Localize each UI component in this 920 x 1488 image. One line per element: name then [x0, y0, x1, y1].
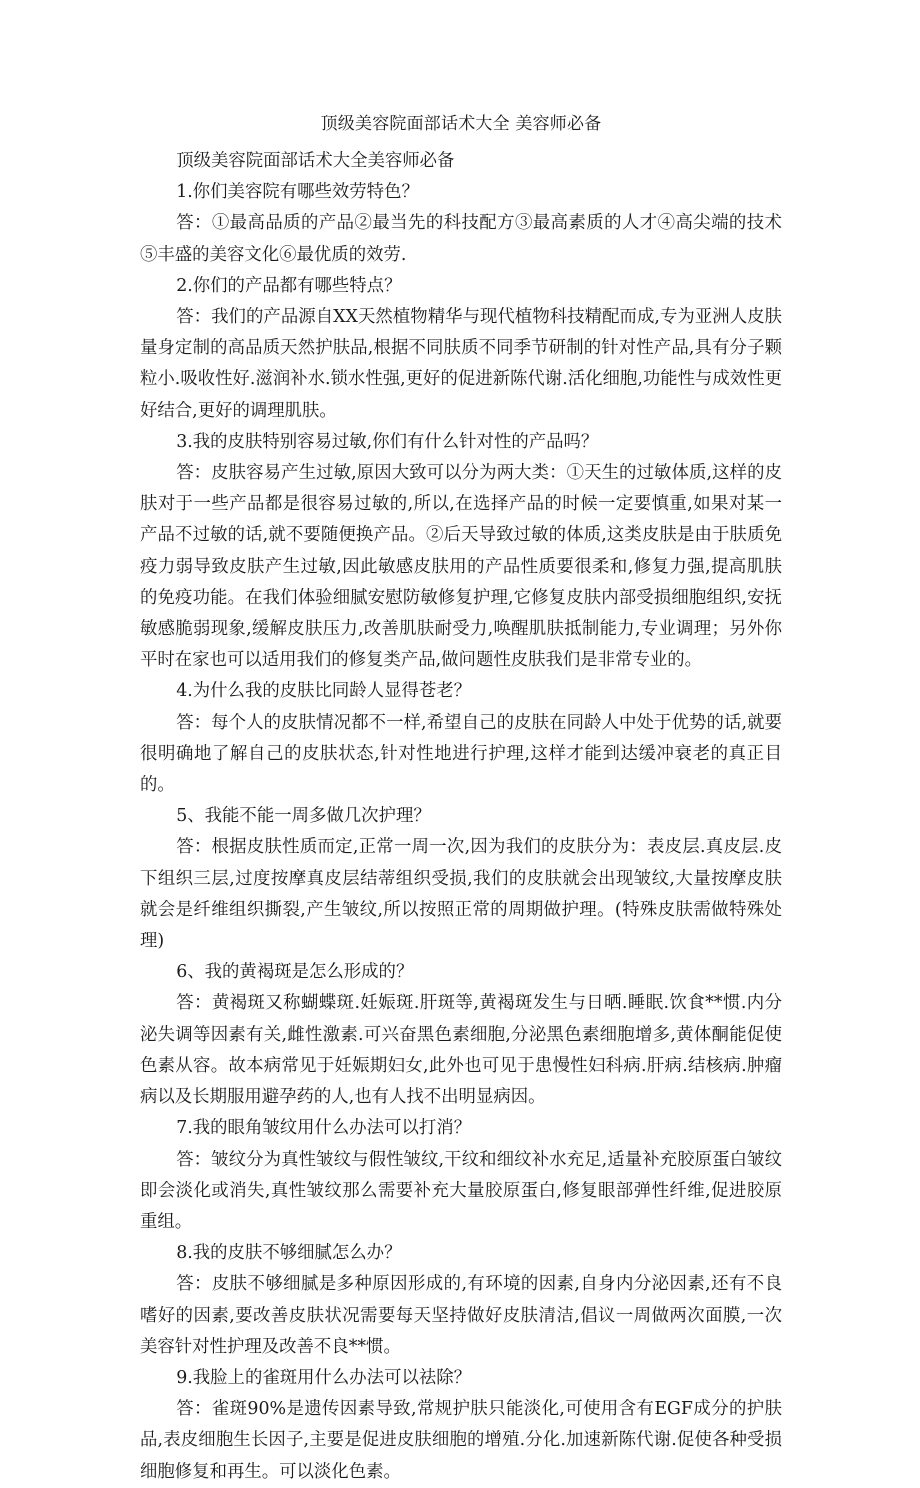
question-8: 8.我的皮肤不够细腻怎么办？ — [176, 1243, 402, 1264]
answer-5: 答：根据皮肤性质而定,正常一周一次,因为我们的皮肤分为：表皮层.真皮层.皮下组织三层,过度按摩真皮层结蒂组织受损,我们的皮肤就会出现皱纹,大量按摩皮肤就会是纤维组织撕裂,产生皱纹,所以按照正常的周期做护理。(特殊皮肤需做特殊处理) — [140, 837, 782, 952]
question-1: 1.你们美容院有哪些效劳特色？ — [176, 182, 419, 203]
question-4: 4.为什么我的皮肤比同龄人显得苍老？ — [176, 681, 472, 702]
document-subtitle: 顶级美容院面部话术大全美容师必备 — [176, 151, 455, 171]
answer-4: 答：每个人的皮肤情况都不一样,希望自己的皮肤在同龄人中处于优势的话,就要很明确地了解自己的皮肤状态,针对性地进行护理,这样才能到达缓冲衰老的真正目的。 — [140, 712, 782, 796]
question-5: 5、我能不能一周多做几次护理？ — [176, 806, 431, 827]
question-7: 7.我的眼角皱纹用什么办法可以打消？ — [176, 1118, 472, 1139]
question-2: 2.你们的产品都有哪些特点？ — [176, 275, 402, 296]
question-3: 3.我的皮肤特别容易过敏,你们有什么针对性的产品吗？ — [176, 431, 599, 452]
answer-2: 答：我们的产品源自XX天然植物精华与现代植物科技精配而成,专为亚洲人皮肤量身定制的高品质天然护肤品,根据不同肤质不同季节研制的针对性产品,具有分子颗粒小.吸收性好.滋润补水.锁水性强,更好的促进新陈代谢.活化细胞,功能性与成效性更好结合,更好的调理肌肤。 — [140, 307, 782, 421]
answer-7: 答：皱纹分为真性皱纹与假性皱纹,干纹和细纹补水充足,适量补充胶原蛋白皱纹即会淡化或消失,真性皱纹那么需要补充大量胶原蛋白,修复眼部弹性纤维,促进胶原重组。 — [140, 1149, 782, 1232]
answer-9: 答：雀斑90%是遗传因素导致,常规护肤只能淡化,可使用含有EGF成分的护肤品,表皮细胞生长因子,主要是促进皮肤细胞的增殖.分化.加速新陈代谢.促使各种受损细胞修复和再生。可以淡化色素。 — [140, 1399, 782, 1482]
answer-3: 答：皮肤容易产生过敏,原因大致可以分为两大类：①天生的过敏体质,这样的皮肤对于一些产品都是很容易过敏的,所以,在选择产品的时候一定要慎重,如果对某一产品不过敏的话,就不要随便换产品。②后天导致过敏的体质,这类皮肤是由于肤质免疫力弱导致皮肤产生过敏,因此敏感皮肤用的产品性质要很柔和,修复力强,提高肌肤的免疫功能。在我们体验细腻安慰防敏修复护理,它修复皮肤内部受损细胞组织,安抚敏感脆弱现象,缓解皮肤压力,改善肌肤耐受力,唤醒肌肤抵制能力,专业调理；另外你平时在家也可以适用我们的修复类产品,做问题性皮肤我们是非常专业的。 — [140, 463, 782, 671]
answer-8: 答：皮肤不够细腻是多种原因形成的,有环境的因素,自身内分泌因素,还有不良嗜好的因素,要改善皮肤状况需要每天坚持做好皮肤清洁,倡议一周做两次面膜,一次美容针对性护理及改善不良**惯。 — [140, 1274, 782, 1357]
document-title: 顶级美容院面部话术大全 美容师必备 — [320, 114, 602, 134]
question-9: 9.我脸上的雀斑用什么办法可以祛除？ — [176, 1367, 472, 1388]
answer-1: 答：①最高品质的产品②最当先的科技配方③最高素质的人才④高尖端的技术⑤丰盛的美容文化⑥最优质的效劳. — [140, 213, 782, 265]
document-body — [140, 146, 782, 1488]
answer-6: 答：黄褐斑又称蝴蝶斑.妊娠斑.肝斑等,黄褐斑发生与日晒.睡眠.饮食**惯.内分泌失调等因素有关,雌性激素.可兴奋黑色素细胞,分泌黑色素细胞增多,黄体酮能促使色素从容。故本病常见于妊娠期妇女,此外也可见于患慢性妇科病.肝病.结核病.肿瘤病以及长期服用避孕药的人,也有人找不出明显病因。 — [140, 993, 782, 1108]
question-6: 6、我的黄褐斑是怎么形成的？ — [176, 962, 414, 983]
